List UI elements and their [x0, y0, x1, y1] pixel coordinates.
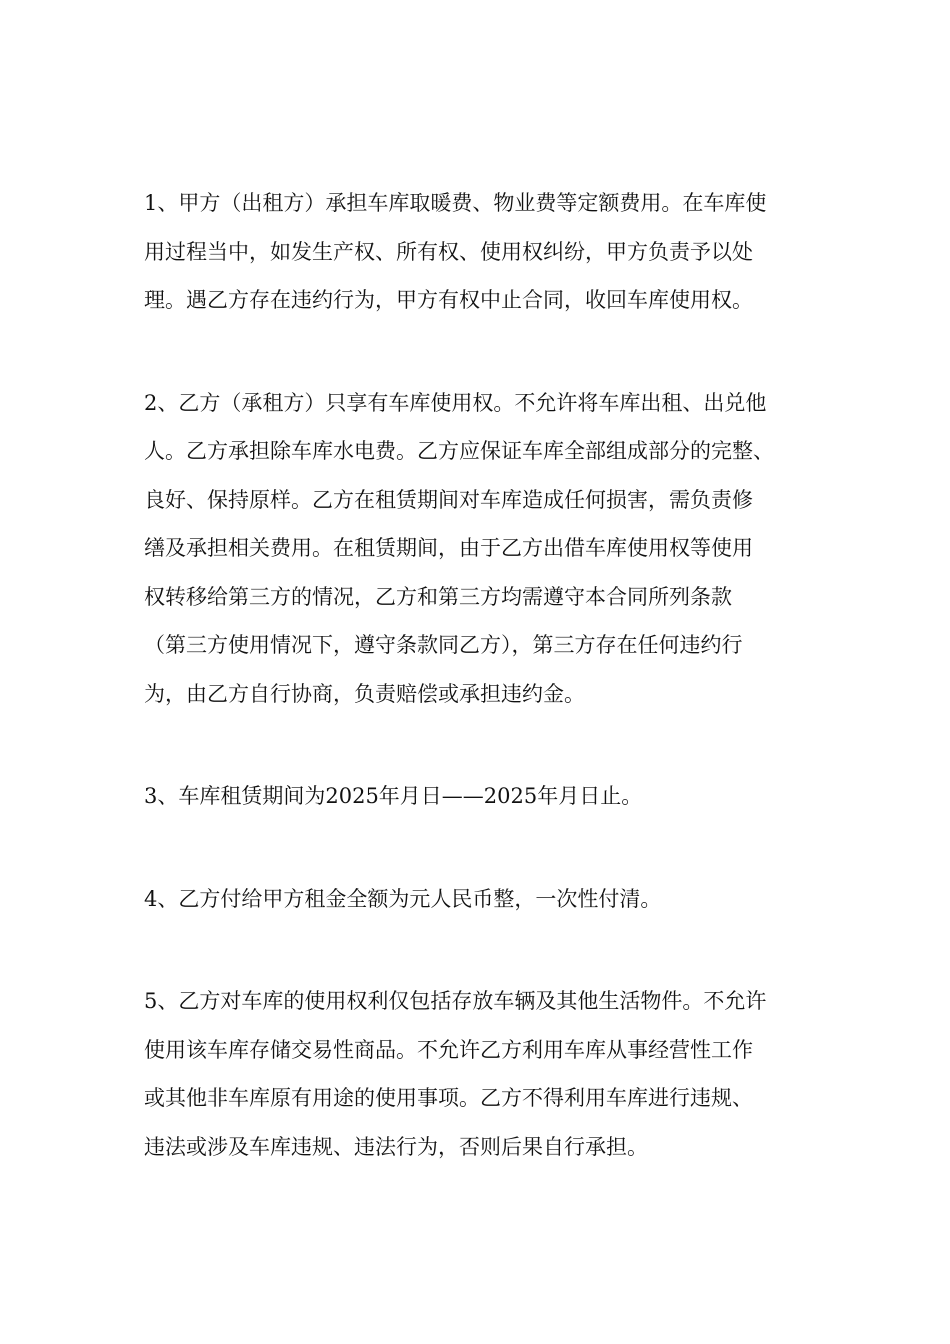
clause-text-line: 4、乙方付给甲方租金全额为元人民币整，一次性付清。 [144, 886, 662, 911]
clause-text-line: 人。乙方承担除车库水电费。乙方应保证车库全部组成部分的完整、 [144, 439, 774, 463]
clause-text-line: 为，由乙方自行协商，负责赔偿或承担违约金。 [144, 681, 585, 706]
paragraph-gap [144, 821, 820, 875]
clause-text-line: 5、乙方对车库的使用权利仅包括存放车辆及其他生活物件。不允许 [144, 989, 767, 1013]
clause-text-line: 或其他非车库原有用途的使用事项。乙方不得利用车库进行违规、 [144, 1086, 753, 1110]
paragraph-gap [144, 718, 820, 772]
clause-text-line: 用过程当中，如发生产权、所有权、使用权纠纷，甲方负责予以处 [144, 239, 753, 264]
contract-body [144, 179, 820, 1171]
clause-text-line: 违法或涉及车库违规、违法行为，否则后果自行承担。 [144, 1134, 648, 1159]
clause-text-line: 理。遇乙方存在违约行为，甲方有权中止合同，收回车库使用权。 [144, 288, 753, 312]
clause-text-line: 使用该车库存储交易性商品。不允许乙方利用车库从事经营性工作 [144, 1037, 753, 1062]
clause-text-line: 良好、保持原样。乙方在租赁期间对车库造成任何损害，需负责修 [144, 487, 753, 512]
clause-text-line: 缮及承担相关费用。在租赁期间，由于乙方出借车库使用权等使用 [144, 536, 753, 560]
clause-4 [144, 875, 820, 924]
clause-1 [144, 179, 820, 325]
clause-text-line: 3、车库租赁期间为2025年月日——2025年月日止。 [144, 784, 643, 808]
clause-5 [144, 977, 820, 1171]
clause-text-line: 1、甲方（出租方）承担车库取暖费、物业费等定额费用。在车库使 [144, 191, 767, 215]
paragraph-gap [144, 923, 820, 977]
clause-2 [144, 379, 820, 719]
clause-text-line: 2、乙方（承租方）只享有车库使用权。不允许将车库出租、出兑他 [144, 390, 767, 415]
clause-text-line: 权转移给第三方的情况，乙方和第三方均需遵守本合同所列条款 [144, 584, 732, 609]
clause-text-line: （第三方使用情况下，遵守条款同乙方），第三方存在任何违约行 [144, 633, 743, 657]
clause-3 [144, 772, 820, 821]
paragraph-gap [144, 325, 820, 379]
